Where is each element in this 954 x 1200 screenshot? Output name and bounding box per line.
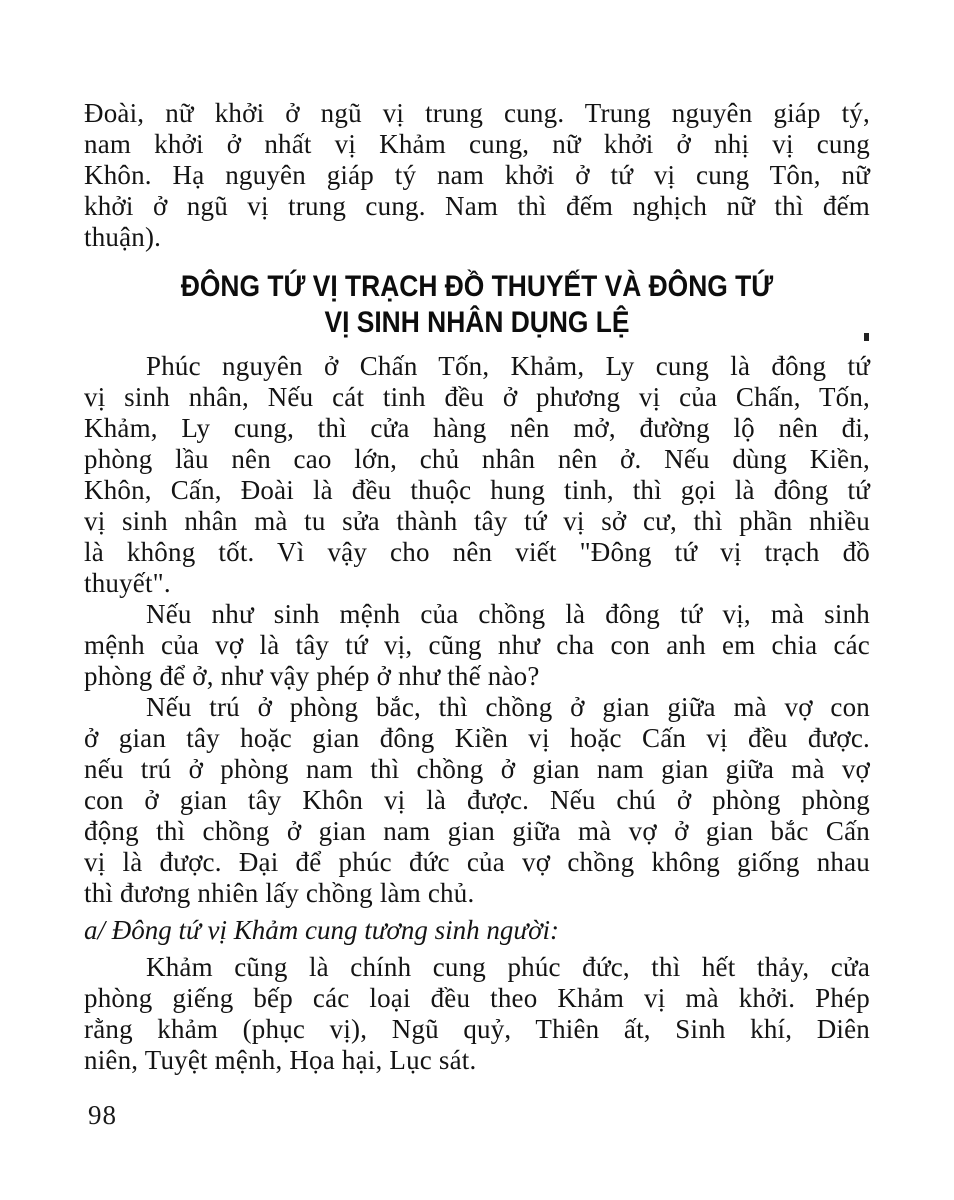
paragraph-kham-cung (84, 952, 870, 1076)
text-line: Đoài, nữ khởi ở ngũ vị trung cung. Trung nguyên giáp tý, (84, 98, 870, 128)
text-line: niên, Tuyệt mệnh, Họa hại, Lục sát. (84, 1045, 477, 1075)
text-line: mệnh của vợ là tây tứ vị, cũng như cha con anh em chia các (84, 630, 870, 660)
text-line: thì đương nhiên lấy chồng làm chủ. (84, 878, 475, 908)
text-line: thuyết". (84, 568, 171, 598)
text-line: Khảm cũng là chính cung phúc đức, thì hết thảy, cửa (146, 952, 870, 982)
text-line: Khôn. Hạ nguyên giáp tý nam khởi ở tứ vị cung Tôn, nữ (84, 160, 870, 190)
text-line: Khôn, Cấn, Đoài là đều thuộc hung tinh, thì gọi là đông tứ (84, 475, 870, 505)
text-line: ở gian tây hoặc gian đông Kiền vị hoặc Cấn vị đều được. (84, 723, 870, 753)
italic-subheading (84, 915, 870, 946)
section-heading (84, 269, 870, 341)
text-line: Nếu trú ở phòng bắc, thì chồng ở gian giữa mà vợ con (146, 692, 870, 722)
text-line: vị sinh nhân mà tu sửa thành tây tứ vị sở cư, thì phần nhiều (84, 506, 870, 536)
text-line: là không tốt. Vì vậy cho nên viết "Đông tứ vị trạch đồ (84, 537, 870, 567)
paragraph-sinh-menh (84, 599, 870, 692)
text-line: Phúc nguyên ở Chấn Tốn, Khảm, Ly cung là đông tứ (146, 351, 870, 381)
text-line: phòng lầu nên cao lớn, chủ nhân nên ở. Nếu dùng Kiền, (84, 444, 870, 474)
text-line: nếu trú ở phòng nam thì chồng ở gian nam gian giữa mà vợ (84, 754, 870, 784)
text-line: phòng giếng bếp các loại đều theo Khảm vị mà khởi. Phép (84, 983, 870, 1013)
text-line: VỊ SINH NHÂN DỤNG LỆ (324, 306, 630, 339)
text-line: a/ Đông tứ vị Khảm cung tương sinh người: (84, 915, 559, 945)
text-line: con ở gian tây Khôn vị là được. Nếu chú ở phòng phòng (84, 785, 870, 815)
text-line: phòng để ở, như vậy phép ở như thế nào? (84, 661, 540, 691)
text-line: khởi ở ngũ vị trung cung. Nam thì đếm nghịch nữ thì đếm (84, 191, 870, 221)
text-column (84, 98, 870, 1076)
text-line: Nếu như sinh mệnh của chồng là đông tứ vị, mà sinh (146, 599, 870, 629)
text-line: thuận). (84, 222, 162, 252)
text-line: ĐÔNG TỨ VỊ TRẠCH ĐỒ THUYẾT VÀ ĐÔNG TỨ (180, 270, 774, 303)
paragraph-continuation (84, 98, 870, 253)
text-line: vị là được. Đại để phúc đức của vợ chồng không giống nhau (84, 847, 870, 877)
text-line: động thì chồng ở gian nam gian giữa mà vợ ở gian bắc Cấn (84, 816, 870, 846)
text-line: Khảm, Ly cung, thì cửa hàng nên mở, đường lộ nên đi, (84, 413, 870, 443)
scan-speck (864, 333, 869, 341)
text-line: nam khởi ở nhất vị Khảm cung, nữ khởi ở nhị vị cung (84, 129, 870, 159)
page-number: 98 (88, 1100, 117, 1130)
text-line: rằng khảm (phục vị), Ngũ quỷ, Thiên ất, Sinh khí, Diên (84, 1014, 870, 1044)
paragraph-phong-bac (84, 692, 870, 909)
paragraph-phuc-nguyen (84, 351, 870, 599)
text-line: vị sinh nhân, Nếu cát tinh đều ở phương vị của Chấn, Tốn, (84, 382, 870, 412)
